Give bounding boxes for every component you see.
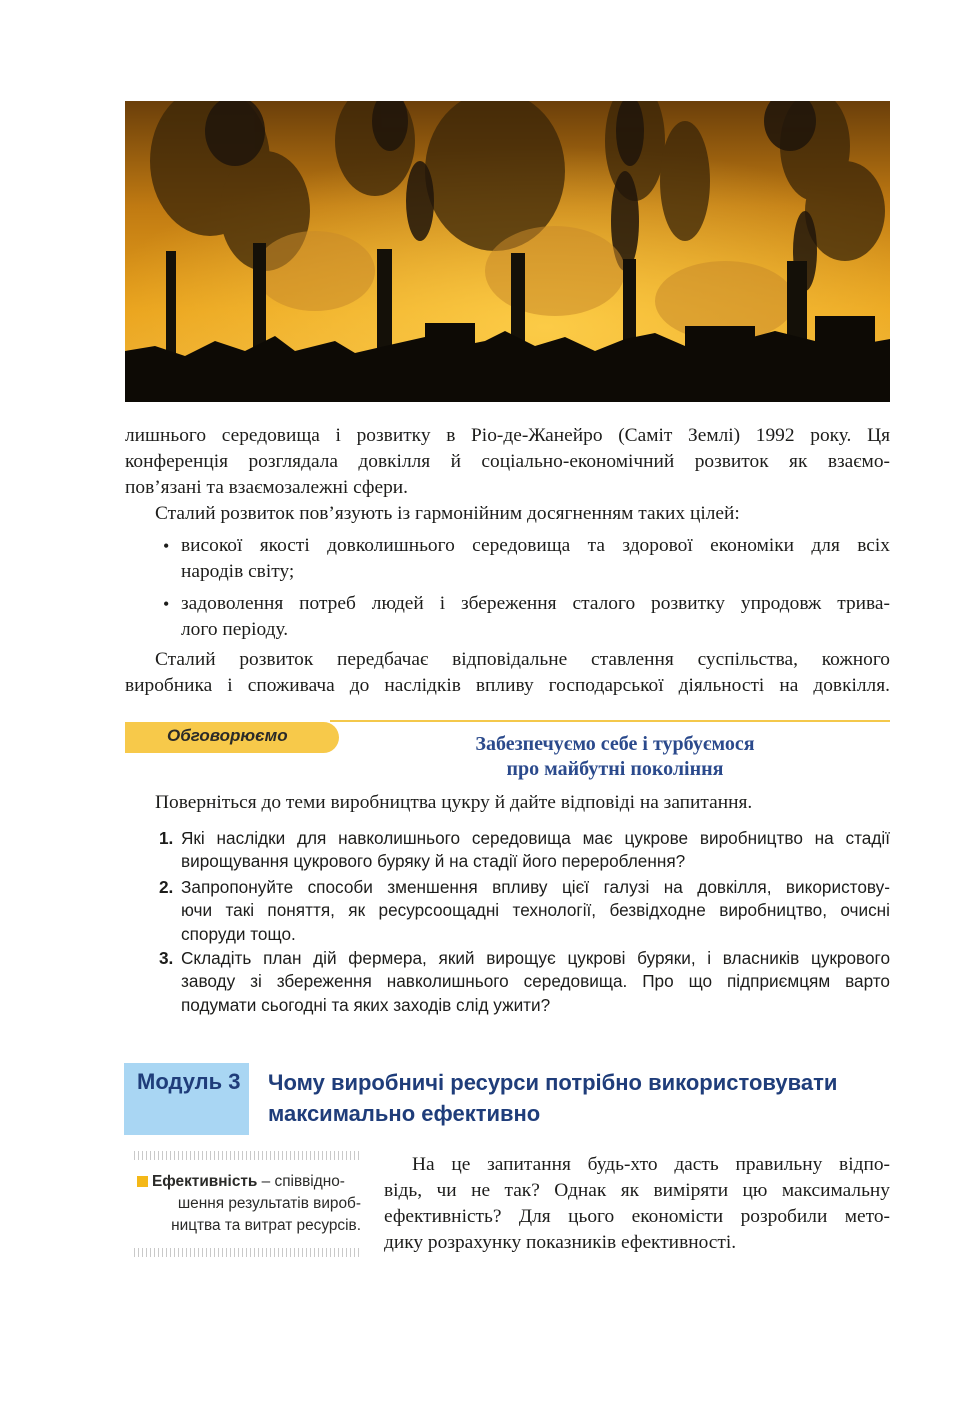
paragraph-1 — [125, 423, 890, 501]
bullet-icon: • — [163, 594, 170, 614]
question-number: 1. — [159, 828, 174, 848]
text-line: лого періоду. — [181, 619, 289, 640]
text-line: виробника і споживача до наслідків впливу господарської діяльності на довкілля. — [125, 675, 890, 696]
title-line: про майбутні покоління — [506, 758, 724, 780]
text-line: заводу зі збереження навколишнього середовища. Про що підприємцям варто — [181, 971, 890, 992]
text-line: відь, чи не так? Однак як виміряти цю максимальну — [384, 1180, 890, 1201]
text-line: Сталий розвиток передбачає відповідальне ставлення суспільства, кожного — [155, 649, 890, 670]
question-number: 2. — [159, 877, 174, 897]
text-line: пов’язані та взаємозалежні сфери. — [125, 477, 409, 498]
bullet-icon: • — [163, 536, 170, 556]
title-line: максимально ефективно — [268, 1101, 541, 1126]
discuss-label: Обговорюємо — [125, 722, 339, 753]
divider — [330, 720, 890, 722]
glossary-definition-line: шення результатів вироб- — [177, 1195, 361, 1212]
title-line: Чому виробничі ресурси потрібно використовувати — [268, 1070, 838, 1095]
module-paragraph — [384, 1152, 890, 1256]
glossary-term-word: Ефективність — [152, 1173, 258, 1190]
text-line: Які наслідки для навколишнього середовища має цукрове виробництво на стадії — [181, 828, 890, 848]
discuss-intro: Поверніться до теми виробництва цукру й дайте відповіді на запитання. — [155, 792, 753, 813]
question-number: 3. — [159, 948, 174, 968]
text-line: народів світу; — [181, 561, 295, 582]
text-line: дику розрахунку показників ефективності. — [384, 1232, 737, 1253]
paragraph-3 — [125, 647, 890, 699]
glossary-definition-start: – співвідно- — [257, 1173, 345, 1190]
title-line: Забезпечуємо себе і турбуємося — [475, 733, 755, 755]
paragraph-2 — [155, 501, 890, 527]
text-line: лишнього середовища і розвитку в Ріо-де-Жанейро (Саміт Землі) 1992 року. Ця — [125, 425, 890, 446]
module-title — [268, 1067, 888, 1129]
text-line: ючи такі поняття, як ресурсоощадні технології, безвідходне виробництво, очисні — [181, 900, 890, 921]
text-line: Сталий розвиток пов’язують із гармонійним досягненням таких цілей: — [155, 503, 740, 524]
discuss-title — [390, 732, 840, 782]
chimney-smoke-photo — [125, 101, 890, 402]
hatch-divider-bottom — [134, 1248, 362, 1257]
text-line: подумати сьогодні та яких заходів слід ужити? — [181, 994, 551, 1015]
module-label: Модуль 3 — [137, 1069, 241, 1094]
square-marker-icon — [137, 1176, 148, 1187]
hatch-divider-top — [134, 1151, 362, 1160]
text-line: На це запитання будь-хто дасть правильну відпо- — [412, 1154, 890, 1175]
text-line: споруди тощо. — [181, 923, 296, 944]
text-line: задоволення потреб людей і збереження сталого розвитку упродовж трива- — [181, 593, 890, 614]
glossary-definition-line: ництва та витрат ресурсів. — [171, 1217, 361, 1234]
text-line: високої якості довколишнього середовища та здорової економіки для всіх — [181, 535, 890, 556]
text-line: вирощування цукрового буряку й на стадії його перероблення? — [181, 851, 686, 872]
text-line: Складіть план дій фермера, який вирощує цукрові буряки, і власників цукрового — [181, 948, 890, 968]
text-line: ефективність? Для цього економісти розробили мето- — [384, 1206, 890, 1227]
text-line: Запропонуйте способи зменшення впливу цієї галузі на довкілля, використову- — [181, 877, 890, 897]
text-line: конференція розглядала довкілля й соціально-економічний розвиток як взаємо- — [125, 451, 890, 472]
